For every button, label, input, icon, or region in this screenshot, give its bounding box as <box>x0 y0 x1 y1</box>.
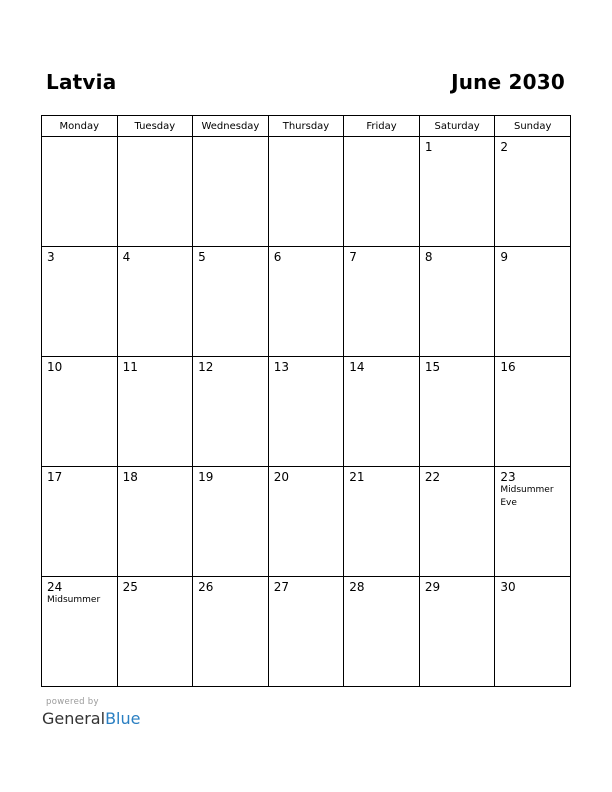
day-cell <box>419 357 495 467</box>
brand-general-text: General <box>42 709 106 728</box>
day-number: 4 <box>122 250 131 264</box>
day-number: 11 <box>122 360 138 374</box>
day-cell <box>193 357 269 467</box>
day-cell <box>419 247 495 357</box>
day-cell <box>117 357 193 467</box>
day-cell <box>117 247 193 357</box>
day-number: 1 <box>424 140 433 154</box>
day-cell <box>344 247 420 357</box>
day-number: 18 <box>122 470 138 484</box>
day-number <box>42 137 117 140</box>
weekday-wednesday: Wednesday <box>193 116 269 137</box>
day-cell <box>344 467 420 577</box>
day-number <box>193 137 268 140</box>
day-cell <box>495 467 571 577</box>
day-number: 13 <box>273 360 289 374</box>
day-number: 26 <box>198 580 214 594</box>
day-number: 12 <box>198 360 214 374</box>
week-row-5 <box>42 577 571 687</box>
day-cell <box>117 137 193 247</box>
day-number: 10 <box>47 360 63 374</box>
day-number: 19 <box>198 470 214 484</box>
day-number: 27 <box>273 580 289 594</box>
weekday-thursday: Thursday <box>268 116 344 137</box>
day-cell <box>495 137 571 247</box>
day-number: 23 <box>500 470 516 484</box>
powered-by-text: powered by <box>46 697 99 707</box>
weekday-saturday: Saturday <box>419 116 495 137</box>
generalblue-logo[interactable] <box>42 709 140 728</box>
day-cell <box>42 137 118 247</box>
weekday-monday: Monday <box>42 116 118 137</box>
day-number: 24 <box>47 580 63 594</box>
day-cell <box>42 247 118 357</box>
country-title: Latvia <box>46 70 117 94</box>
day-number <box>269 137 344 140</box>
day-cell <box>193 137 269 247</box>
day-number: 30 <box>500 580 516 594</box>
calendar-grid <box>41 115 571 687</box>
day-number: 20 <box>273 470 289 484</box>
day-number: 25 <box>122 580 138 594</box>
day-cell <box>42 577 118 687</box>
day-cell <box>268 357 344 467</box>
day-cell <box>419 467 495 577</box>
day-cell <box>268 137 344 247</box>
day-number: 7 <box>349 250 357 264</box>
day-number: 15 <box>424 360 441 374</box>
day-cell <box>42 357 118 467</box>
day-cell <box>344 357 420 467</box>
day-number <box>118 137 193 140</box>
day-cell <box>344 577 420 687</box>
day-number: 17 <box>47 470 63 484</box>
day-number: 22 <box>424 470 441 484</box>
holiday-label: Midsummer Eve <box>500 485 554 508</box>
day-cell <box>42 467 118 577</box>
day-cell <box>419 137 495 247</box>
week-row-2 <box>42 247 571 357</box>
day-cell <box>193 577 269 687</box>
day-cell <box>344 137 420 247</box>
day-number: 29 <box>424 580 441 594</box>
footer <box>42 697 140 728</box>
weekday-tuesday: Tuesday <box>117 116 193 137</box>
day-number: 5 <box>198 250 206 264</box>
day-number <box>344 137 419 140</box>
day-cell <box>268 247 344 357</box>
weekday-friday: Friday <box>344 116 420 137</box>
day-cell <box>117 577 193 687</box>
holiday-label: Midsummer <box>47 595 101 605</box>
weekday-header-row <box>42 116 571 137</box>
month-year-title: June 2030 <box>451 70 565 94</box>
day-number: 9 <box>500 250 509 264</box>
week-row-1 <box>42 137 571 247</box>
day-cell <box>268 467 344 577</box>
day-cell <box>193 247 269 357</box>
day-number: 2 <box>500 140 509 154</box>
day-cell <box>193 467 269 577</box>
day-cell <box>495 357 571 467</box>
day-number: 3 <box>47 250 55 264</box>
week-row-3 <box>42 357 571 467</box>
day-number: 16 <box>500 360 516 374</box>
day-number: 6 <box>273 250 282 264</box>
day-number: 21 <box>349 470 365 484</box>
day-cell <box>495 577 571 687</box>
day-number: 28 <box>349 580 365 594</box>
weekday-sunday: Sunday <box>495 116 571 137</box>
day-number: 8 <box>424 250 433 264</box>
day-cell <box>495 247 571 357</box>
brand-blue-text: Blue <box>105 709 141 728</box>
day-number: 14 <box>349 360 365 374</box>
day-cell <box>268 577 344 687</box>
week-row-4 <box>42 467 571 577</box>
day-cell <box>419 577 495 687</box>
day-cell <box>117 467 193 577</box>
